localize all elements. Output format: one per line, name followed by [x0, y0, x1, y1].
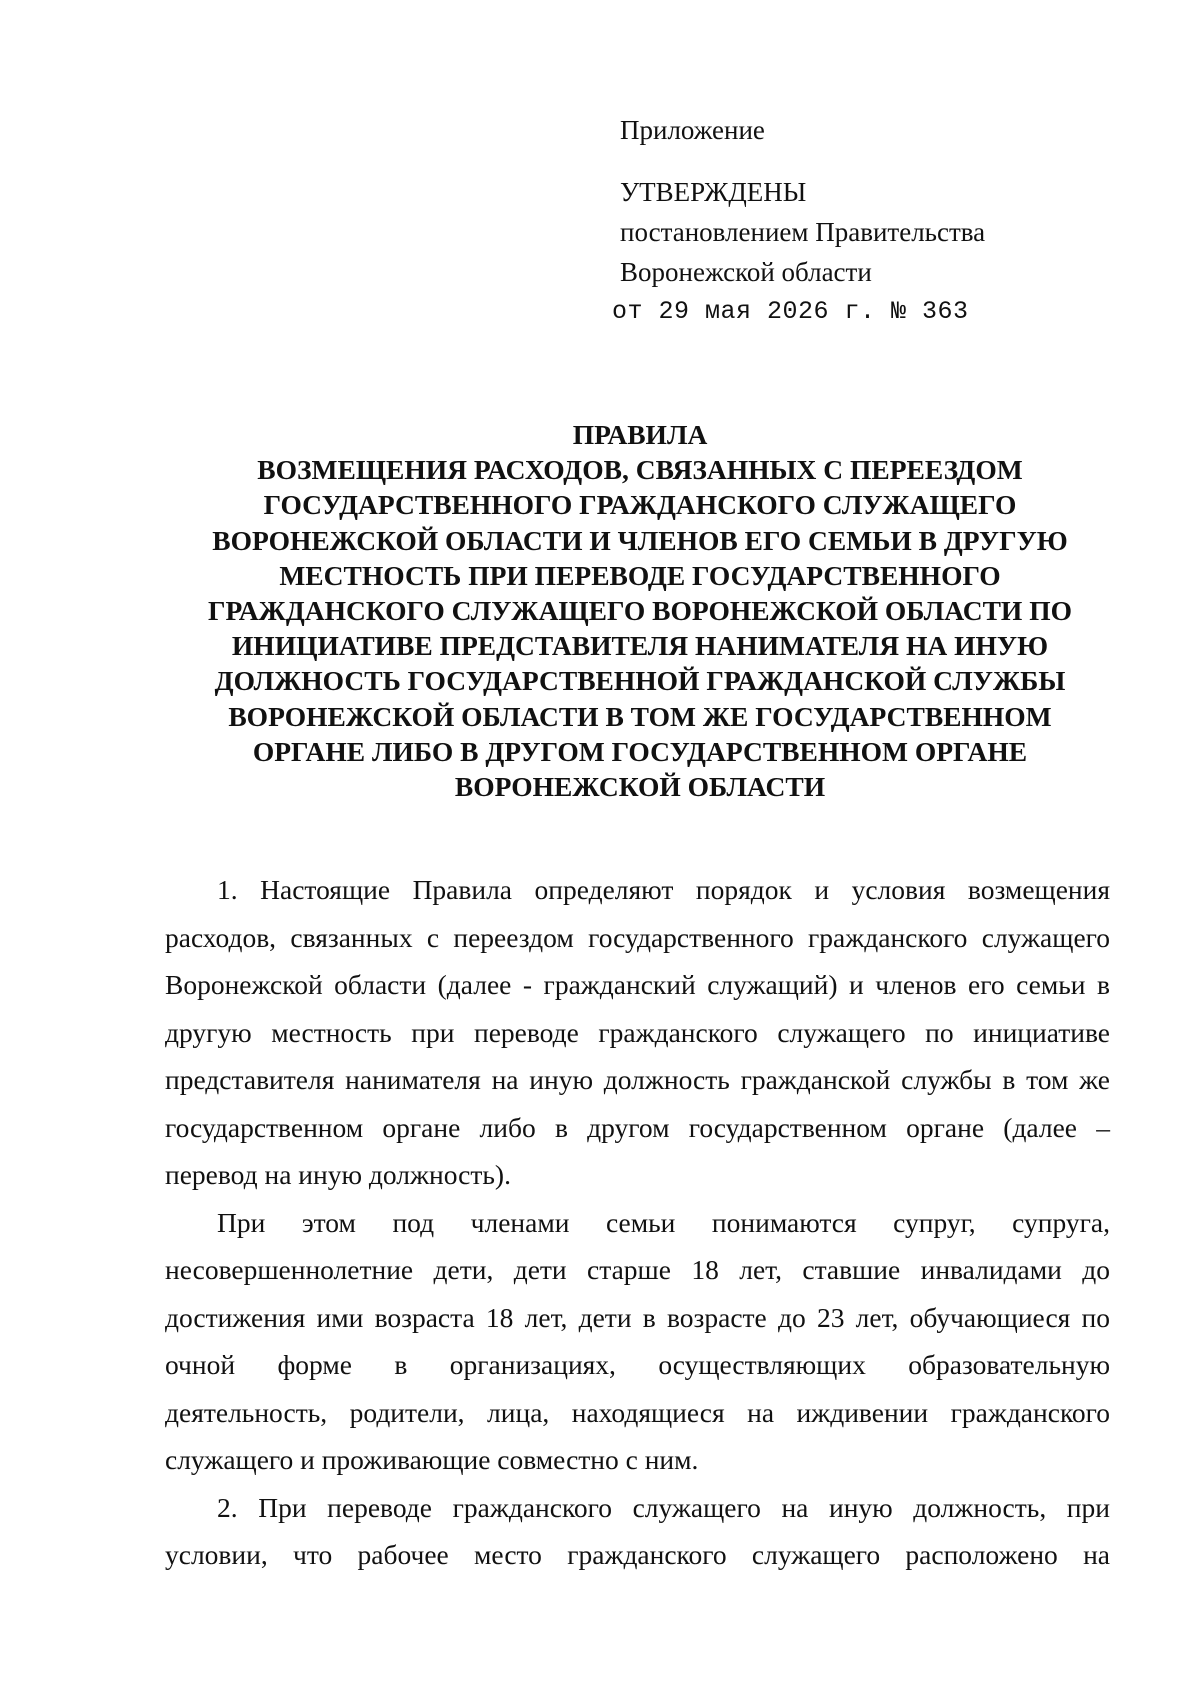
text-line: очной форме в организациях, осуществляющих образовательную	[165, 1349, 1110, 1380]
text-line: При этом под членами семьи понимаются супруг, супруга,	[217, 1206, 1110, 1238]
text-line: представителя нанимателя на иную должность гражданской службы в том же	[165, 1064, 1110, 1095]
approval-block	[612, 110, 1180, 332]
approved-by-line-1: постановлением Правительства	[620, 217, 986, 247]
title-line: ИНИЦИАТИВЕ ПРЕДСТАВИТЕЛЯ НАНИМАТЕЛЯ НА ИНУЮ	[231, 630, 1049, 662]
approved-by-line-2: Воронежской области	[620, 257, 872, 287]
text-line: несовершеннолетние дети, дети старше 18 лет, ставшие инвалидами до	[165, 1254, 1110, 1285]
title-line: ВОРОНЕЖСКОЙ ОБЛАСТИ В ТОМ ЖЕ ГОСУДАРСТВЕННОМ	[228, 700, 1052, 732]
paragraph-2	[165, 1199, 1110, 1484]
appendix-label: Приложение	[620, 115, 765, 145]
title-line: МЕСТНОСТЬ ПРИ ПЕРЕВОДЕ ГОСУДАРСТВЕННОГО	[279, 559, 1001, 591]
title-line: ВОЗМЕЩЕНИЯ РАСХОДОВ, СВЯЗАННЫХ С ПЕРЕЕЗДОМ	[257, 454, 1023, 486]
title-line: ОРГАНЕ ЛИБО В ДРУГОМ ГОСУДАРСТВЕННОМ ОРГАНЕ	[252, 735, 1028, 767]
text-line: условии, что рабочее место гражданского служащего расположено на	[165, 1539, 1110, 1570]
approved-label: УТВЕРЖДЕНЫ	[620, 177, 807, 207]
date-number-stamp: от 29 мая 2026 г. № 363	[612, 297, 969, 326]
document-title	[160, 417, 1120, 804]
title-line: ДОЛЖНОСТЬ ГОСУДАРСТВЕННОЙ ГРАЖДАНСКОЙ СЛУЖБЫ	[214, 665, 1066, 697]
text-line: служащего и проживающие совместно с ним.	[165, 1444, 699, 1475]
text-line: деятельность, родители, лица, находящиеся на иждивении гражданского	[165, 1396, 1110, 1428]
text-line: расходов, связанных с переездом государственного гражданского служащего	[165, 921, 1110, 953]
text-line: 1. Настоящие Правила определяют порядок и условия возмещения	[217, 874, 1110, 905]
title-line: ВОРОНЕЖСКОЙ ОБЛАСТИ	[454, 771, 826, 803]
title-line: ГОСУДАРСТВЕННОГО ГРАЖДАНСКОГО СЛУЖАЩЕГО	[263, 489, 1017, 521]
text-line: перевод на иную должность).	[165, 1159, 511, 1190]
text-line: государственном органе либо в другом государственном органе (далее –	[165, 1111, 1110, 1143]
title-line: ВОРОНЕЖСКОЙ ОБЛАСТИ И ЧЛЕНОВ ЕГО СЕМЬИ В ДРУГУЮ	[212, 524, 1068, 556]
title-line: ГРАЖДАНСКОГО СЛУЖАЩЕГО ВОРОНЕЖСКОЙ ОБЛАСТИ ПО	[208, 595, 1072, 627]
document-body	[165, 866, 1110, 1579]
text-line: Воронежской области (далее - гражданский служащий) и членов его семьи в	[165, 969, 1110, 1000]
paragraph-1	[165, 866, 1110, 1199]
text-line: 2. При переводе гражданского служащего на иную должность, при	[217, 1491, 1110, 1523]
text-line: достижения ими возраста 18 лет, дети в возрасте до 23 лет, обучающиеся по	[165, 1301, 1110, 1333]
paragraph-3	[165, 1484, 1110, 1579]
title-line: ПРАВИЛА	[572, 419, 708, 450]
text-line: другую местность при переводе гражданского служащего по инициативе	[165, 1016, 1110, 1048]
